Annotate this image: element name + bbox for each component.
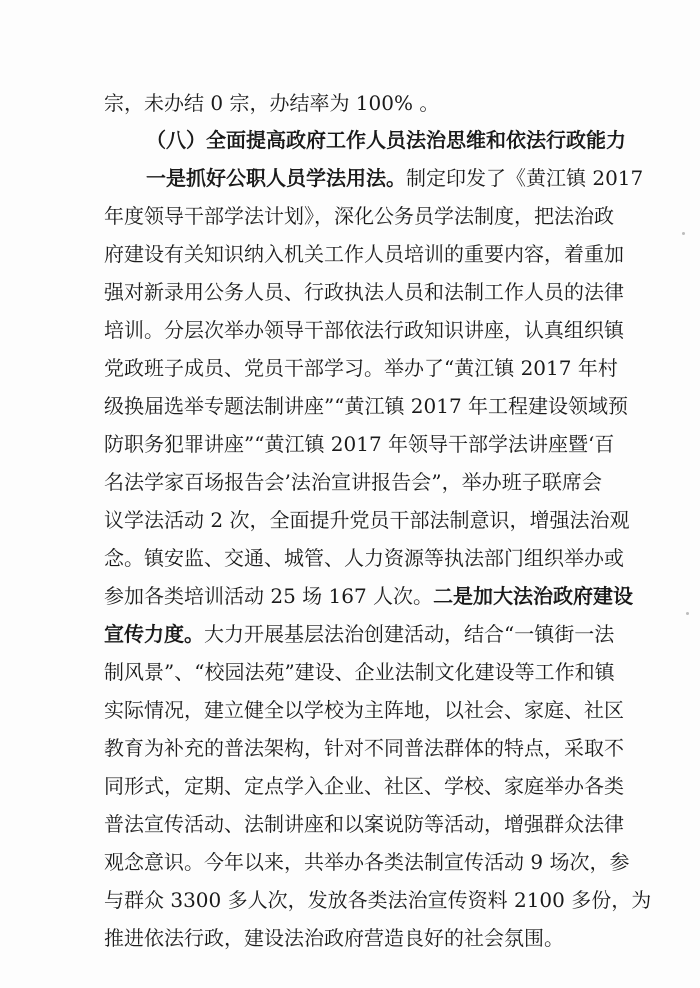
paragraph-line: 与群众 3300 多人次，发放各类法治宣传资料 2100 多份，为: [104, 888, 652, 912]
paragraph-line-final: 推进依法行政，建设法治政府营造良好的社会氛围。: [104, 926, 564, 950]
paragraph-line: 同形式，定期、定点学入企业、社区、学校、家庭举办各类: [104, 774, 624, 798]
paragraph-line: 普法宣传活动、法制讲座和以案说防等活动，增强群众法律: [104, 812, 624, 836]
paragraph-line: 制风景”、“校园法苑”建设、企业法制文化建设等工作和镇: [104, 660, 615, 684]
paragraph-line: 年度领导干部学法计划》，深化公务员学法制度，把法治政: [104, 204, 614, 228]
paragraph-line: 参加各类培训活动 25 场 167 人次。二是加大法治政府建设: [104, 584, 634, 608]
paragraph-line: 府建设有关知识纳入机关工作人员培训的重要内容，着重加: [104, 242, 624, 266]
bold-lead-2-end: 宣传力度。: [104, 622, 204, 646]
scan-dot: [682, 232, 685, 235]
paragraph-line: 级换届选举专题法制讲座”“黄江镇 2017 年工程建设领域预: [104, 394, 629, 418]
section-heading: （八）全面提高政府工作人员法治思维和依法行政能力: [146, 128, 626, 152]
paragraph-line: 观念意识。今年以来，共举办各类法制宣传活动 9 场次，参: [104, 850, 630, 874]
paragraph-line: 强对新录用公务人员、行政执法人员和法制工作人员的法律: [104, 280, 624, 304]
paragraph-line: 念。镇安监、交通、城管、人力资源等执法部门组织举办或: [104, 546, 624, 570]
paragraph-line: 培训。分层次举办领导干部依法行政知识讲座，认真组织镇: [104, 318, 624, 342]
paragraph-line: 宣传力度。大力开展基层法治创建活动，结合“一镇街一法: [104, 622, 615, 646]
paragraph-line: 一是抓好公职人员学法用法。制定印发了《黄江镇 2017: [146, 166, 644, 190]
paragraph-line: 教育为补充的普法架构，针对不同普法群体的特点，采取不: [104, 736, 624, 760]
paragraph-line-continuation: 宗，未办结 0 宗，办结率为 100% 。: [104, 91, 440, 115]
paragraph-line: 防职务犯罪讲座”“黄江镇 2017 年领导干部学法讲座暨‘百: [104, 432, 615, 456]
bold-lead-2: 二是加大法治政府建设: [433, 584, 634, 608]
scan-dot: [686, 612, 689, 615]
paragraph-line: 实际情况，建立健全以学校为主阵地，以社会、家庭、社区: [104, 698, 624, 722]
paragraph-line: 名法学家百场报告会’法治宣讲报告会”，举办班子联席会: [104, 470, 602, 494]
paragraph-line: 议学法活动 2 次，全面提升党员干部法制意识，增强法治观: [104, 508, 630, 532]
bold-lead-1: 一是抓好公职人员学法用法。: [146, 166, 406, 190]
paragraph-line: 党政班子成员、党员干部学习。举办了“黄江镇 2017 年村: [104, 356, 618, 380]
